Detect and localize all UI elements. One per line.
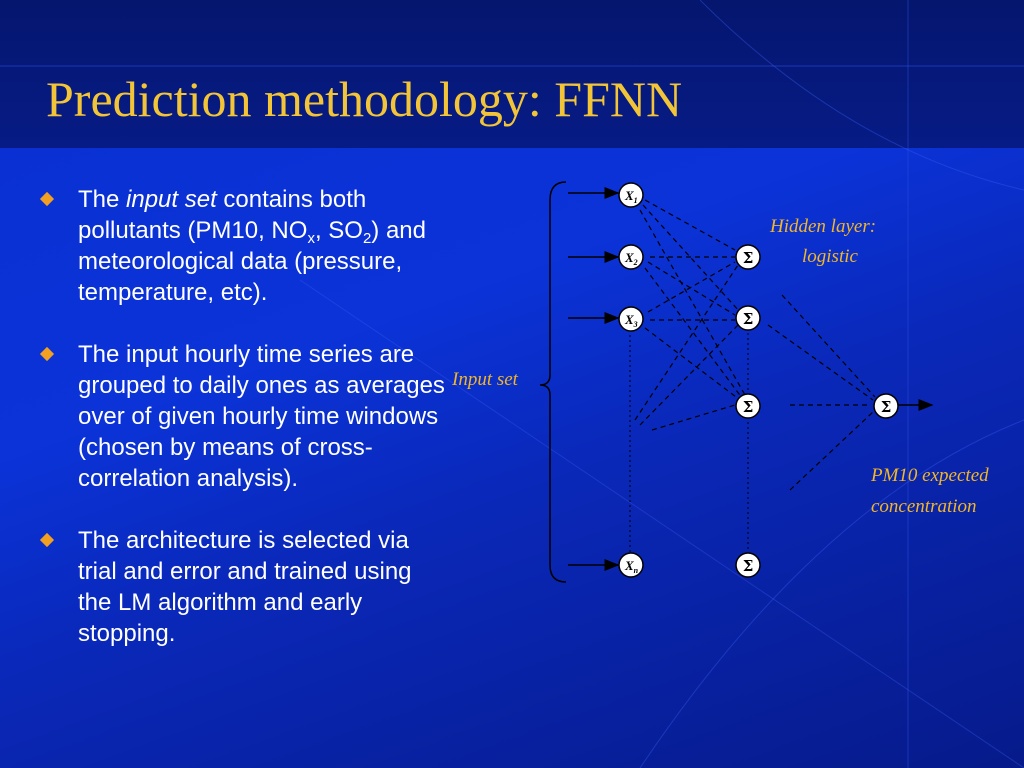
svg-text:X1: $X_1$ xyxy=(625,188,638,205)
hidden-node-2 xyxy=(736,306,760,330)
input-node-x3 xyxy=(619,307,643,331)
output-node xyxy=(874,394,898,418)
bullet-1-mid2: , SO xyxy=(314,217,363,244)
svg-text:Σ: Σ xyxy=(742,310,754,328)
hidden-layer-label: Hidden layer: xyxy=(770,216,877,237)
bullet-3-text: The architecture is selected via trial and error and trained using the LM algorithm and early stopping. xyxy=(78,527,412,647)
input-arrows xyxy=(568,193,618,565)
svg-text:X3: $X_3$ xyxy=(625,312,638,329)
svg-text:Σ: Σ xyxy=(742,557,754,575)
input-brace xyxy=(540,182,566,582)
bullet-1-pre: The xyxy=(78,186,127,213)
output-label-line1: PM10 expected xyxy=(871,465,989,486)
hidden-node-3 xyxy=(736,394,760,418)
svg-text:Σ: Σ xyxy=(742,249,754,267)
bullet-1-emph: input set xyxy=(126,186,217,213)
hidden-node-n xyxy=(736,553,760,577)
svg-text:Σ: Σ xyxy=(742,398,754,416)
input-node-xn xyxy=(619,553,643,577)
bullet-1-post: ) and meteorological data (pressure, temperature, etc). xyxy=(78,217,426,306)
input-set-label: Input set xyxy=(452,369,518,390)
output-label-line2: concentration xyxy=(871,496,977,517)
input-node-x1 xyxy=(619,183,643,207)
bullet-2-text: The input hourly time series are grouped to daily ones as averages over of given hourly time windows (chosen by means of cross-correlation analysis). xyxy=(78,341,445,492)
input-node-x2 xyxy=(619,245,643,269)
hidden-node-1 xyxy=(736,245,760,269)
vertical-dotted-lines xyxy=(630,333,748,552)
bullet-1-mid1: contains both pollutants (PM10, NO xyxy=(78,186,367,244)
hidden-layer-activation-label: logistic xyxy=(802,246,858,267)
connection-lines xyxy=(635,200,875,490)
bullet-1-sub2: 2 xyxy=(362,230,372,247)
svg-text:Xn: $X_n$ xyxy=(625,558,639,575)
svg-text:X2: $X_2$ xyxy=(625,250,638,267)
svg-text:Σ: Σ xyxy=(880,398,892,416)
page-title: Prediction methodology: FFNN xyxy=(46,71,683,127)
bullet-1-sub1: x xyxy=(307,230,315,247)
